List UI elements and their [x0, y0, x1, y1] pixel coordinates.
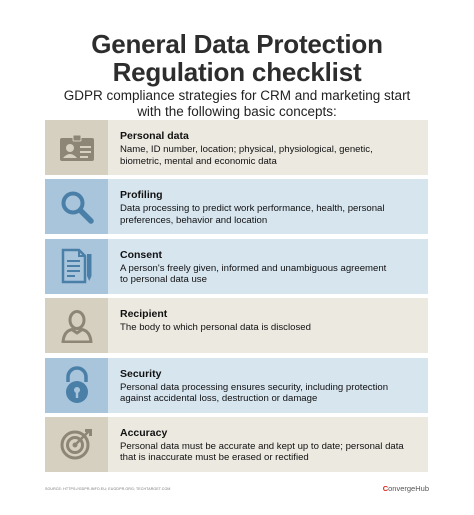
text-cell [108, 358, 428, 413]
person-icon [60, 309, 94, 343]
item-description [120, 263, 418, 286]
icon-cell [45, 298, 108, 353]
icon-cell [45, 239, 108, 294]
item-description-line: The body to which personal data is disclosed [120, 322, 311, 334]
checklist-item-personal-data [45, 120, 428, 175]
item-description [120, 144, 418, 167]
icon-cell [45, 417, 108, 472]
text-cell [108, 417, 428, 472]
text-cell [108, 298, 428, 353]
item-title: Security [120, 367, 162, 380]
icon-cell [45, 358, 108, 413]
icon-cell [45, 120, 108, 175]
checklist-item-recipient [45, 298, 428, 353]
item-description-line: A person's freely given, informed and unambiguous agreement [120, 262, 387, 274]
subtitle-line-1: GDPR compliance strategies for CRM and marketing start [63, 88, 411, 103]
item-description-line: that is inaccurate must be erased or rectified [120, 452, 309, 464]
magnifier-icon [60, 190, 94, 224]
item-description-line: preferences, behavior and location [120, 214, 268, 226]
checklist-item-security [45, 358, 428, 413]
brand-name: onvergeHub [388, 484, 429, 493]
checklist-item-consent [45, 239, 428, 294]
subtitle-line-2: with the following basic concepts: [137, 104, 337, 119]
title-line-1: General Data Protection [91, 29, 383, 59]
item-description-line: Personal data must be accurate and kept up to date; personal data [120, 440, 404, 452]
text-cell [108, 120, 428, 175]
item-description-line: biometric, mental and economic data [120, 155, 277, 167]
id-card-icon [59, 134, 95, 162]
title-line-2: Regulation checklist [112, 57, 362, 87]
checklist-item-accuracy [45, 417, 428, 472]
subtitle [0, 88, 474, 120]
text-cell [108, 239, 428, 294]
item-title: Personal data [120, 130, 189, 142]
icon-cell [45, 179, 108, 234]
source-note: SOURCE: HTTPS://GDPR-INFO.EU; EUGDPR.ORG; TECHTARGET.COM [45, 487, 171, 491]
document-pen-icon [61, 248, 93, 284]
item-title: Accuracy [120, 426, 168, 439]
item-title: Profiling [120, 189, 163, 202]
brand-logo [383, 484, 429, 493]
item-description [120, 322, 418, 334]
target-icon [60, 427, 94, 461]
brand-mark: C [382, 484, 389, 493]
page-title [0, 30, 474, 86]
item-title: Recipient [120, 308, 168, 321]
item-description-line: Data processing to predict work performance, health, personal [120, 203, 385, 215]
item-description-line: Name, ID number, location; physical, physiological, genetic, [120, 144, 373, 155]
item-description-line: Personal data processing ensures security, including protection [120, 381, 389, 393]
padlock-icon [61, 366, 93, 404]
item-description-line: to personal data use [120, 274, 207, 286]
checklist-item-profiling [45, 179, 428, 234]
item-description [120, 382, 418, 405]
item-title: Consent [120, 248, 162, 261]
checklist [45, 120, 428, 476]
item-description [120, 203, 418, 226]
item-description [120, 441, 418, 464]
item-description-line: against accidental loss, destruction or damage [120, 393, 318, 405]
text-cell [108, 179, 428, 234]
